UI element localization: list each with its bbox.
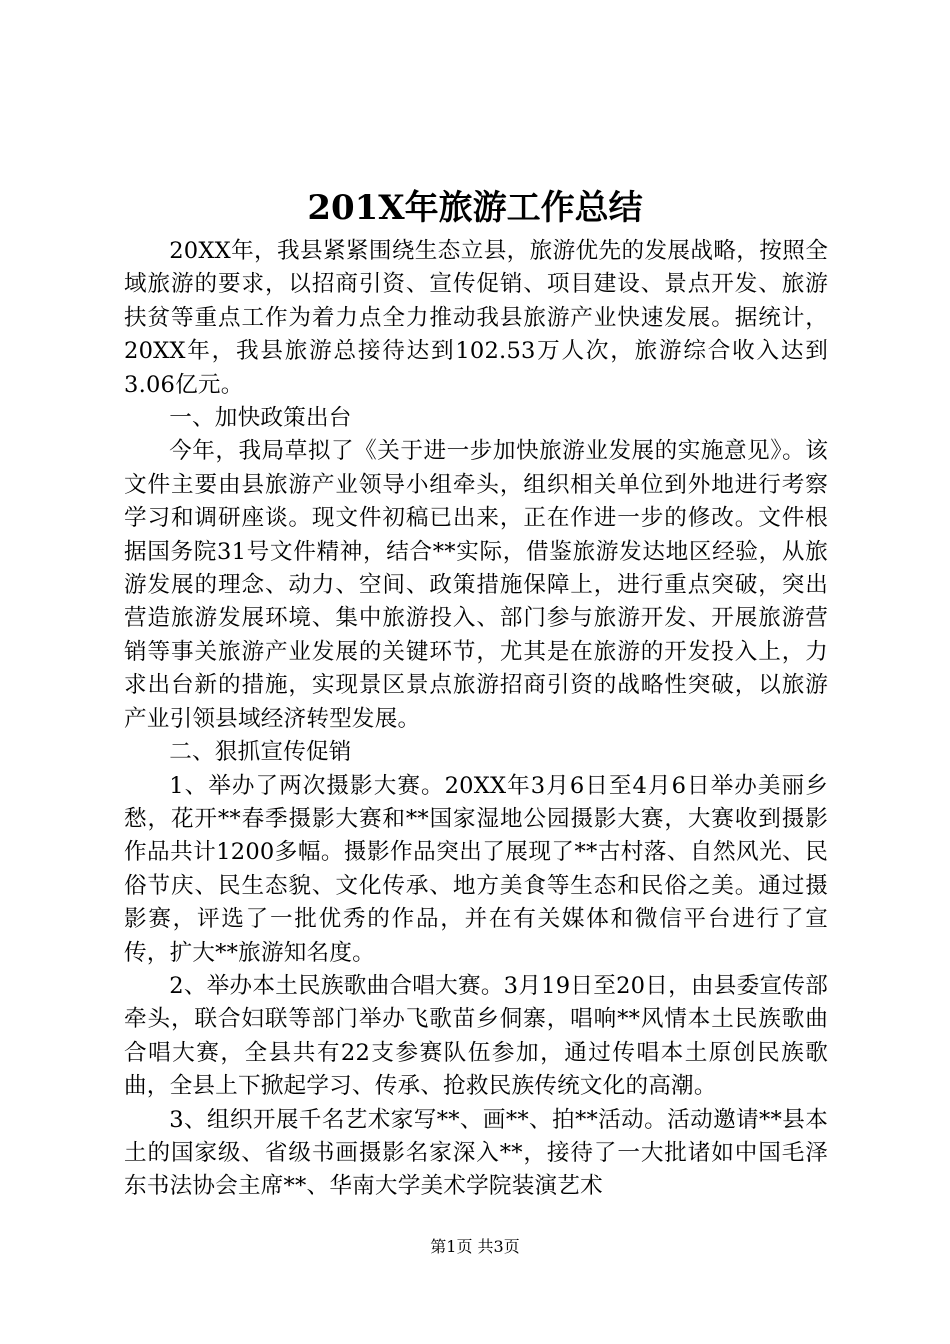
page-number-footer: 第1页 共3页 bbox=[430, 1237, 520, 1256]
intro-paragraph: 20XX年，我县紧紧围绕生态立县，旅游优先的发展战略，按照全域旅游的要求，以招商引资、宣传促销、项目建设、景点开发、旅游扶贫等重点工作为着力点全力推动我县旅游产业快速发展。据统计，20XX年，我县旅游总接待达到102.53万人次，旅游综合收入达到3.06亿元。 bbox=[124, 238, 828, 398]
artist-activity-paragraph: 3、组织开展千名艺术家写**、画**、拍**活动。活动邀请**县本土的国家级、省级书画摄影名家深入**，接待了一大批诸如中国毛泽东书法协会主席**、华南大学美术学院装演艺术 bbox=[124, 1106, 828, 1200]
choir-contest-paragraph: 2、举办本土民族歌曲合唱大赛。3月19日至20日，由县委宣传部牵头，联合妇联等部门举办飞歌苗乡侗寨，唱响**风情本土民族歌曲合唱大赛，全县共有22支参赛队伍参加，通过传唱本土原创民族歌曲，全县上下掀起学习、传承、抢救民族传统文化的高潮。 bbox=[124, 972, 828, 1100]
section-heading-promotion: 二、狠抓宣传促销 bbox=[169, 739, 352, 766]
document-body bbox=[124, 235, 828, 1204]
policy-paragraph: 今年，我局草拟了《关于进一步加快旅游业发展的实施意见》。该文件主要由县旅游产业领导小组牵头，组织相关单位到外地进行考察学习和调研座谈。现文件初稿已出来，正在作进一步的修改。文件根据国务院31号文件精神，结合**实际，借鉴旅游发达地区经验，从旅游发展的理念、动力、空间、政策措施保障上，进行重点突破，突出营造旅游发展环境、集中旅游投入、部门参与旅游开发、开展旅游营销等事关旅游产业发展的关键环节，尤其是在旅游的开发投入上，力求出台新的措施，实现景区景点旅游招商引资的战略性突破，以旅游产业引领县域经济转型发展。 bbox=[124, 438, 828, 732]
section-heading-policy: 一、加快政策出台 bbox=[169, 405, 352, 432]
photography-contest-paragraph: 1、举办了两次摄影大赛。20XX年3月6日至4月6日举办美丽乡愁，花开**春季摄影大赛和**国家湿地公园摄影大赛，大赛收到摄影作品共计1200多幅。摄影作品突出了展现了**古村落、自然风光、民俗节庆、民生态貌、文化传承、地方美食等生态和民俗之美。通过摄影赛，评选了一批优秀的作品，并在有关媒体和微信平台进行了宣传，扩大**旅游知名度。 bbox=[124, 772, 828, 966]
document-title: 201X年旅游工作总结 bbox=[307, 188, 643, 228]
